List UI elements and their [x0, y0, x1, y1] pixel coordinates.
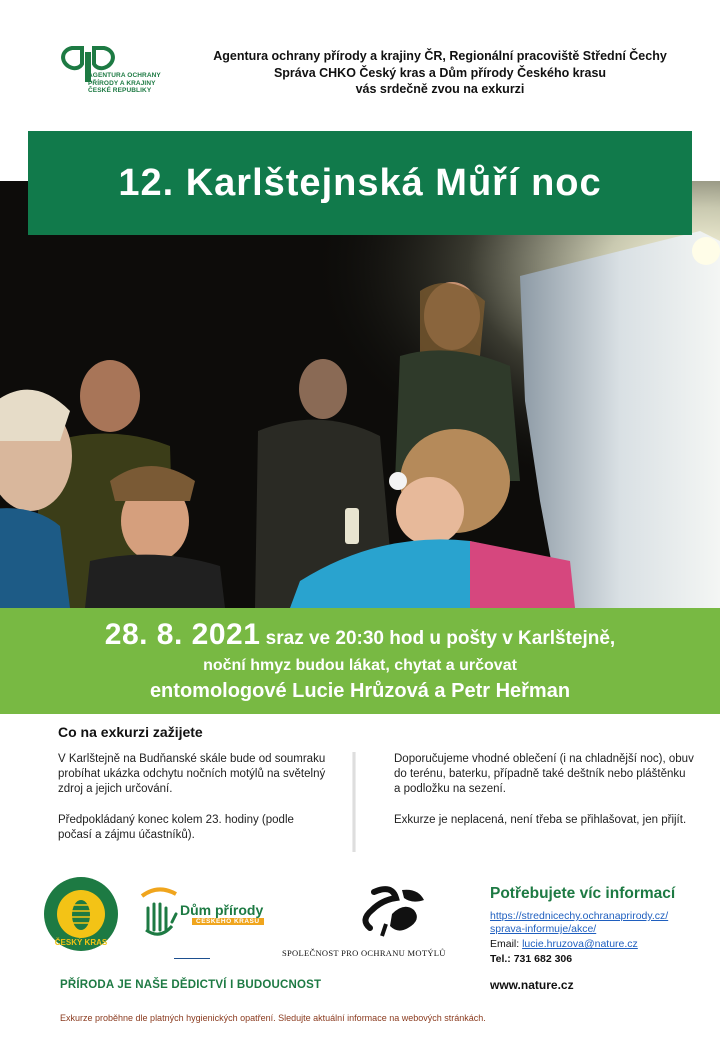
website-link[interactable]: www.nature.cz	[490, 978, 574, 992]
contact-title: Potřebujete víc informací	[490, 885, 676, 902]
cesky-kras-name: ČESKÝ KRAS	[54, 938, 108, 947]
event-title: 12. Karlštejnská Můří noc	[118, 161, 602, 204]
aopk-logo-text-3: ČESKÉ REPUBLIKY	[88, 87, 152, 94]
date-line	[0, 618, 720, 652]
aopk-logo-text-1: AGENTURA OCHRANY	[88, 72, 161, 79]
column-divider	[352, 752, 356, 852]
email-label: Email:	[490, 938, 523, 950]
event-photo	[0, 181, 720, 608]
title-banner	[28, 131, 692, 235]
info-right-paragraph-2: Exkurze je neplacená, není třeba se přihlašovat, jen přijít.	[394, 814, 687, 826]
info-left-paragraph-2: Předpokládaný konec kolem 23. hodiny (podle počasí a zájmu účastníků).	[58, 814, 294, 841]
aopk-logo-text-2: PŘÍRODY A KRAJINY	[88, 79, 156, 87]
aopk-logo	[58, 44, 168, 110]
meeting-point: sraz ve 20:30 hod u pošty v Karlštejně,	[260, 628, 616, 649]
dum-prirody-logo	[136, 882, 286, 952]
spom-logo	[352, 884, 432, 942]
dum-prirody-name: Dům přírody	[180, 902, 264, 918]
header-line-2: Správa CHKO Český kras a Dům přírody Českého krasu	[273, 65, 607, 80]
contact-url[interactable]	[490, 910, 715, 936]
spom-name: SPOLEČNOST PRO OCHRANU MOTÝLŮ	[282, 948, 446, 958]
dum-prirody-sub: ČESKÉHO KRASU	[192, 918, 264, 925]
invitation-header	[190, 48, 690, 98]
logo-underline	[174, 958, 210, 959]
event-date: 28. 8. 2021	[104, 618, 261, 651]
contact-url-line-1[interactable]: https://strednicechy.ochranaprirody.cz/	[490, 910, 669, 922]
info-heading: Co na exkurzi zažijete	[58, 724, 203, 740]
info-right-paragraph-1: Doporučujeme vhodné oblečení (i na chladnější noc), obuv do terénu, baterku, případně také deštník nebo pláštěnku a podložku na sezení.	[394, 753, 694, 795]
info-right-column	[394, 752, 694, 844]
activity-line: noční hmyz budou lákat, chytat a určovat	[203, 657, 517, 674]
disclaimer: Exkurze proběhne dle platných hygienických opatření. Sledujte aktuální informace na webových stránkách.	[60, 1013, 486, 1023]
header-line-1: Agentura ochrany přírody a krajiny ČR, Regionální pracoviště Střední Čechy	[213, 49, 667, 63]
cesky-kras-logo	[42, 875, 120, 953]
contact-phone: Tel.: 731 682 306	[490, 953, 573, 965]
spom-butterfly-icon	[352, 884, 432, 942]
trilobite-seal-icon	[42, 875, 120, 953]
motto: PŘÍRODA JE NAŠE DĚDICTVÍ I BUDOUCNOST	[60, 979, 322, 991]
night-moth-catching-scene	[0, 181, 720, 608]
contact-url-line-2[interactable]: sprava-informuje/akce/	[490, 923, 597, 935]
info-left-paragraph-1: V Karlštejně na Budňanské skále bude od soumraku probíhat ukázka odchytu nočních motýlů na světelný zdroj a jejich určování.	[58, 753, 326, 795]
info-left-column	[58, 752, 326, 859]
hand-mark-icon	[136, 882, 180, 942]
entomologists-line: entomologové Lucie Hrůzová a Petr Heřman	[149, 680, 571, 702]
email-link[interactable]: lucie.hruzova@nature.cz	[522, 938, 638, 950]
header-line-3: vás srdečně zvou na exkurzi	[355, 82, 525, 96]
contact-email-row	[490, 938, 715, 951]
event-details-band	[0, 608, 720, 714]
